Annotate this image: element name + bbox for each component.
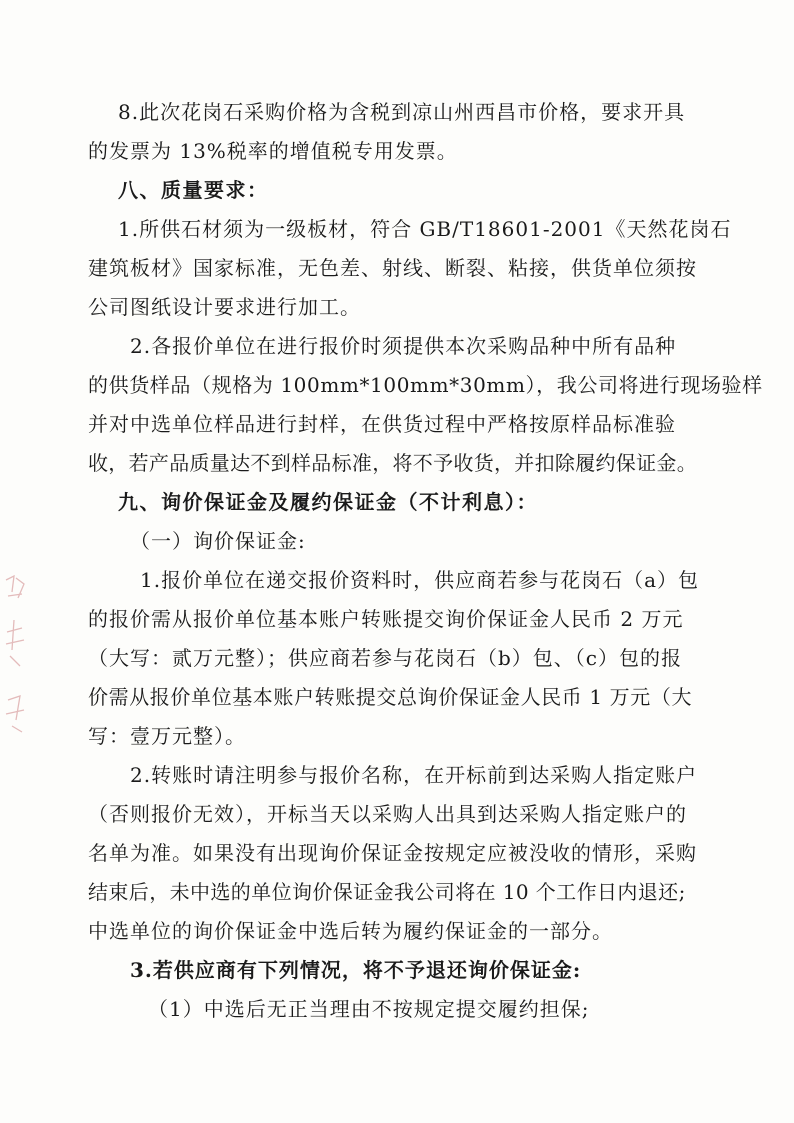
text-line-24: （1）中选后无正当理由不按规定提交履约担保; bbox=[148, 997, 590, 1021]
text-line-15: （大写：贰万元整）；供应商若参与花岗石（b）包、（c）包的报 bbox=[88, 646, 683, 670]
text-line-20: 名单为准。如果没有出现询价保证金按规定应被没收的情形，采购 bbox=[88, 841, 697, 865]
text-line-4: 1.所供石材须为一级板材，符合 GB/T18601-2001《天然花岗石 bbox=[118, 217, 732, 241]
section-heading-deposit: 九、询价保证金及履约保证金（不计利息）： bbox=[118, 490, 538, 514]
text-line-16: 价需从报价单位基本账户转账提交总询价保证金人民币 1 万元（大 bbox=[88, 685, 693, 709]
text-line-6: 公司图纸设计要求进行加工。 bbox=[88, 295, 361, 319]
text-line-23: 3.若供应商有下列情况，将不予退还询价保证金: bbox=[130, 958, 582, 982]
text-line-9: 并对中选单位样品进行封样，在供货过程中严格按原样品标准验 bbox=[88, 412, 676, 436]
text-line-2: 的发票为 13%税率的增值税专用发票。 bbox=[88, 139, 458, 163]
text-line-21: 结束后，未中选的单位询价保证金我公司将在 10 个工作日内退还; bbox=[88, 880, 686, 904]
section-heading-quality: 八、质量要求： bbox=[118, 178, 269, 202]
text-line-14: 的报价需从报价单位基本账户转账提交询价保证金人民币 2 万元 bbox=[88, 607, 684, 631]
text-line-13: 1.报价单位在递交报价资料时，供应商若参与花岗石（a）包 bbox=[140, 568, 700, 592]
text-line-19: （否则报价无效），开标当天以采购人出具到达采购人指定账户的 bbox=[88, 802, 687, 826]
text-line-10: 收，若产品质量达不到样品标准，将不予收货，并扣除履约保证金。 bbox=[88, 451, 697, 475]
subsection-heading-inquiry-deposit: （一）询价保证金: bbox=[130, 529, 306, 553]
text-line-7: 2.各报价单位在进行报价时须提供本次采购品种中所有品种 bbox=[130, 334, 677, 358]
text-line-18: 2.转账时请注明参与报价名称，在开标前到达采购人指定账户 bbox=[130, 763, 698, 787]
margin-stamp-mark bbox=[2, 570, 28, 740]
text-line-17: 写：壹万元整）。 bbox=[88, 724, 246, 748]
text-line-1: 8.此次花岗石采购价格为含税到凉山州西昌市价格，要求开具 bbox=[118, 100, 686, 124]
text-line-8: 的供货样品（规格为 100mm*100mm*30mm），我公司将进行现场验样 bbox=[88, 373, 763, 397]
text-line-5: 建筑板材》国家标准，无色差、射线、断裂、粘接，供货单位须按 bbox=[88, 256, 697, 280]
text-line-22: 中选单位的询价保证金中选后转为履约保证金的一部分。 bbox=[88, 919, 613, 943]
